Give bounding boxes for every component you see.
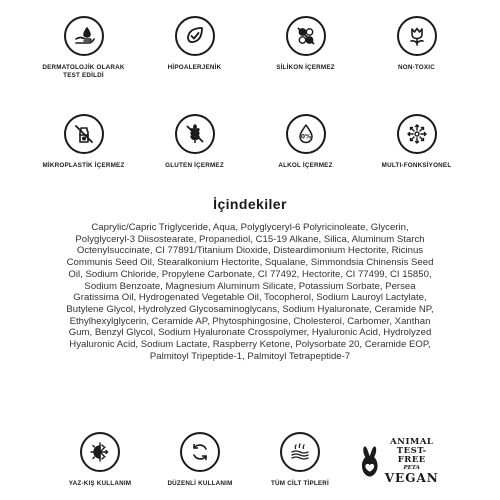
wheat-icon (175, 114, 215, 154)
vegan-badge (360, 434, 440, 488)
badge-multi-functional (371, 114, 463, 170)
multi-arrows-icon (397, 114, 437, 154)
feature-badges-bottom (0, 432, 500, 488)
feature-badges-top (0, 16, 500, 80)
badge-label: DERMATOLOJİK OLARAK TEST EDİLDİ (42, 64, 125, 79)
vegan-line-test-free: TEST-FREE (396, 446, 427, 465)
badge-hypoallergenic (149, 16, 241, 80)
skin-layers-icon (280, 432, 320, 472)
ingredients-title: İçindekiler (213, 196, 287, 212)
badge-label: NON-TOXIC (397, 64, 436, 71)
vegan-text (384, 438, 441, 484)
badge-alcohol-free (260, 114, 352, 170)
percent-drop-icon (286, 114, 326, 154)
badge-label: ALKOL İÇERMEZ (278, 162, 333, 169)
silicone-free-icon (286, 16, 326, 56)
vegan-line-peta: PETA (403, 465, 420, 471)
hand-drop-icon (64, 16, 104, 56)
svg-text:0%: 0% (300, 133, 311, 141)
feature-badges-middle (0, 114, 500, 170)
badge-silicone-free (260, 16, 352, 80)
vegan-line-animal: ANIMAL (390, 437, 434, 447)
checkmark-leaf-icon (175, 16, 215, 56)
badge-all-skin-types (260, 432, 340, 488)
badge-summer-winter-use (60, 432, 140, 488)
badge-label: YAZ-KIŞ KULLANIM (68, 480, 132, 487)
badge-microplastic-free (38, 114, 130, 170)
refresh-icon (180, 432, 220, 472)
flower-icon (397, 16, 437, 56)
badge-non-toxic (371, 16, 463, 80)
badge-label: HİPOALERJENİK (167, 64, 222, 71)
badge-label: MULTI-FONKSİYONEL (381, 162, 452, 169)
badge-label: MİKROPLASTİK İÇERMEZ (42, 162, 125, 169)
badge-dermatologically-tested (38, 16, 130, 80)
badge-gluten-free (149, 114, 241, 170)
sun-snowflake-icon (80, 432, 120, 472)
microplastic-free-icon (64, 114, 104, 154)
badge-label: DÜZENLİ KULLANIM (167, 480, 233, 487)
ingredients-list: Caprylic/Capric Triglyceride, Aqua, Polyglyceryl-6 Polyricinoleate, Glycerin, Polyglyceryl-3 Diisostearate, Propanediol, C15-19 Alkane, Silica, Aluminum Starch Octenylsuccinate, CI 77891/Titanium Dioxide, Disteardimonium Hectorite, Ricinus Communis Seed Oil, Stearalkonium Hectorite, Squalane, Simmondsia Chinensis Seed Oil, Sodium Chloride, Propylene Carbonate, CI 77492, Hectorite, CI 77499, CI 15850, Sodium Benzoate, Magnesium Aluminum Silicate, Potassium Sorbate, Persea Gratissima Oil, Hydrogenated Vegetable Oil, Tocopherol, Sodium Lauroyl Lactylate, Butylene Glycol, Hydrolyzed Glycosaminoglycans, Sodium Hyaluronate, Ceramide NP, Ethylhexylglycerin, Ceramide AP, Phytosphingosine, Cholesterol, Carbomer, Xanthan Gum, Benzyl Glycol, Sodium Hyaluronate Crosspolymer, Hyaluronic Acid, Hydrolyzed Hyaluronic Acid, Sodium Lactate, Raspberry Ketone, Polysorbate 20, Ceramide EOP, Palmitoyl Tripeptide-1, Palmitoyl Tetrapeptide-7 (66, 222, 434, 362)
bunny-heart-icon (360, 444, 380, 478)
badge-label: TÜM CİLT TİPLERİ (271, 480, 329, 487)
badge-label: SİLİKON İÇERMEZ (276, 64, 335, 71)
vegan-line-vegan: VEGAN (384, 471, 439, 485)
badge-label: GLUTEN İÇERMEZ (165, 162, 224, 169)
badge-regular-use (160, 432, 240, 488)
